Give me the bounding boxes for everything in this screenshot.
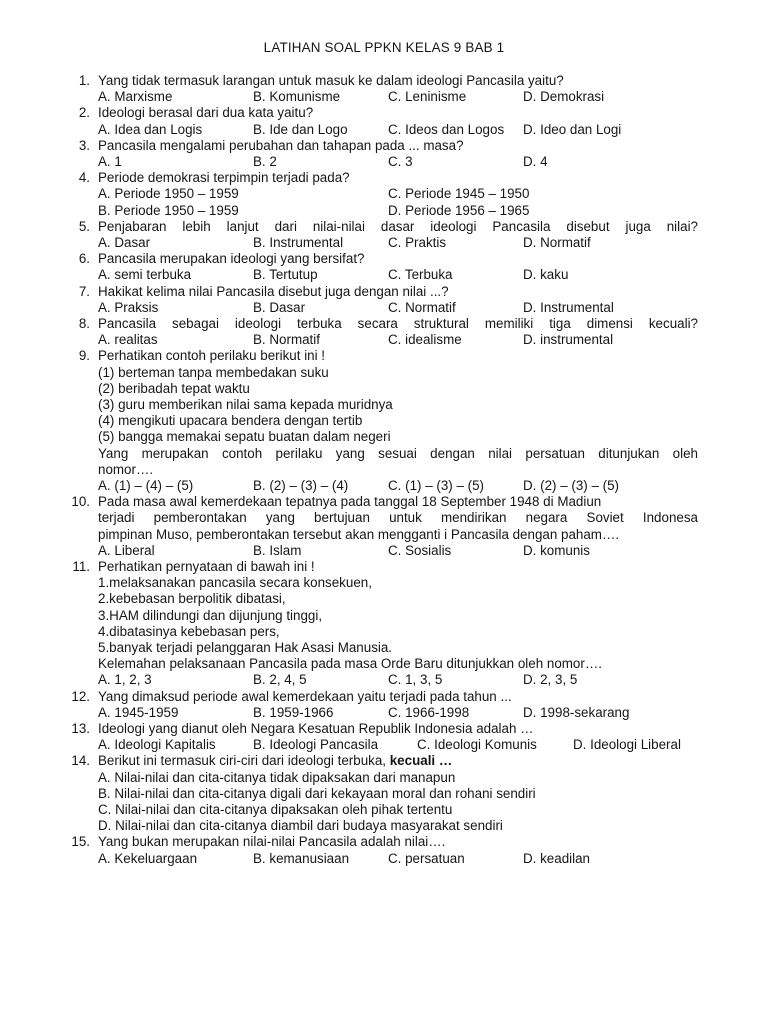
answer-option[interactable]: C. 1966-1998	[388, 704, 470, 720]
answer-option[interactable]: B. Ide dan Logo	[253, 121, 348, 137]
option-row	[98, 267, 698, 283]
answer-option[interactable]: D. Instrumental	[523, 299, 614, 315]
statement-line: C. Nilai-nilai dan cita-citanya dipaksakan oleh pihak tertentu	[98, 801, 453, 817]
question-text: Ideologi yang dianut oleh Negara Kesatuan Republik Indonesia adalah …	[98, 720, 534, 736]
answer-option[interactable]: C. idealisme	[388, 332, 462, 348]
answer-option[interactable]: D. keadilan	[523, 850, 590, 866]
question-prompt: Kelemahan pelaksanaan Pancasila pada masa Orde Baru ditunjukkan oleh nomor….	[98, 656, 602, 672]
answer-option[interactable]: A. Liberal	[98, 542, 155, 558]
question-item	[0, 73, 698, 105]
question-number: 5.	[78, 218, 90, 234]
answer-option[interactable]: C. Normatif	[388, 299, 456, 315]
answer-option[interactable]: B. Islam	[253, 542, 302, 558]
answer-option[interactable]: B. kemanusiaan	[253, 850, 350, 866]
answer-option[interactable]: D. Periode 1956 – 1965	[388, 202, 530, 218]
question-number: 4.	[78, 170, 90, 186]
answer-option[interactable]: B. Instrumental	[253, 234, 344, 250]
option-row	[98, 186, 698, 202]
question-prompt: Yang merupakan contoh perilaku yang sesuai dengan nilai persatuan ditunjukan oleh	[98, 445, 698, 461]
question-list	[0, 73, 768, 867]
question-number: 8.	[78, 315, 90, 331]
statement-line: 2.kebebasan berpolitik dibatasi,	[98, 591, 286, 607]
answer-option[interactable]: C. Periode 1945 – 1950	[388, 186, 530, 202]
answer-option[interactable]: B. Periode 1950 – 1959	[98, 202, 239, 218]
question-text: Pancasila mengalami perubahan dan tahapan pada ... masa?	[98, 137, 464, 153]
answer-option[interactable]: A. realitas	[98, 332, 158, 348]
answer-option[interactable]: C. Leninisme	[388, 89, 467, 105]
question-emphasis: kecuali …	[389, 753, 453, 769]
question-item	[0, 559, 698, 689]
option-row	[98, 300, 698, 316]
question-number: 7.	[78, 283, 90, 299]
answer-option[interactable]: A. Idea dan Logis	[98, 121, 203, 137]
question-text: Yang dimaksud periode awal kemerdekaan yaitu terjadi pada tahun ...	[98, 688, 512, 704]
option-row	[98, 154, 698, 170]
answer-option[interactable]: A. Periode 1950 – 1959	[98, 186, 239, 202]
answer-option[interactable]: C. Ideos dan Logos	[388, 121, 505, 137]
option-row	[98, 203, 698, 219]
answer-option[interactable]: B. 2, 4, 5	[253, 672, 307, 688]
question-text-line: terjadi pemberontakan yang bertujuan untuk mendirikan negara Soviet Indonesa	[98, 510, 698, 526]
answer-option[interactable]: C. 3	[388, 153, 413, 169]
answer-option[interactable]: A. 1, 2, 3	[98, 672, 152, 688]
question-number: 10.	[71, 494, 90, 510]
question-item	[0, 316, 698, 348]
statement-line: (5) bangga memakai sepatu buatan dalam negeri	[98, 429, 391, 445]
question-text: Berikut ini termasuk ciri-ciri dari ideologi terbuka, kecuali …	[98, 753, 453, 769]
question-number: 14.	[71, 753, 90, 769]
question-item	[0, 170, 698, 219]
question-text: Pancasila sebagai ideologi terbuka secara struktural memiliki tiga dimensi kecuali?	[98, 315, 698, 331]
answer-option[interactable]: A. 1945-1959	[98, 704, 179, 720]
question-item	[0, 689, 698, 721]
question-item	[0, 105, 698, 137]
answer-option[interactable]: D. 4	[523, 153, 548, 169]
page-title: LATIHAN SOAL PPKN KELAS 9 BAB 1	[263, 40, 505, 55]
question-number: 9.	[78, 348, 90, 364]
question-item	[0, 251, 698, 283]
question-item	[0, 753, 698, 834]
question-item	[0, 721, 698, 753]
statement-line: (2) beribadah tepat waktu	[98, 380, 250, 396]
answer-option[interactable]: D. (2) – (3) – (5)	[523, 477, 619, 493]
statement-line: (1) berteman tanpa membedakan suku	[98, 364, 329, 380]
answer-option[interactable]: C. 1, 3, 5	[388, 672, 443, 688]
question-number: 15.	[71, 834, 90, 850]
answer-option[interactable]: D. 1998-sekarang	[523, 704, 630, 720]
statement-line: 3.HAM dilindungi dan dijunjung tinggi,	[98, 607, 323, 623]
statement-line: 4.dibatasinya kebebasan pers,	[98, 623, 280, 639]
statement-line: A. Nilai-nilai dan cita-citanya tidak dipaksakan dari manapun	[98, 769, 456, 785]
answer-option[interactable]: B. Normatif	[253, 332, 320, 348]
question-text: Pada masa awal kemerdekaan tepatnya pada tanggal 18 September 1948 di Madiun	[98, 494, 602, 510]
question-number: 3.	[78, 137, 90, 153]
option-row	[98, 737, 698, 753]
question-prompt-line: nomor….	[98, 461, 154, 477]
question-text: Perhatikan contoh perilaku berikut ini !	[98, 348, 326, 364]
answer-option[interactable]: C. Praktis	[388, 234, 447, 250]
answer-option[interactable]: B. 2	[253, 153, 277, 169]
option-row	[98, 543, 698, 559]
answer-option[interactable]: C. (1) – (3) – (5)	[388, 477, 484, 493]
question-item	[0, 834, 698, 866]
answer-option[interactable]: D. instrumental	[523, 332, 614, 348]
answer-option[interactable]: B. Ideologi Pancasila	[253, 737, 379, 753]
option-row	[98, 705, 698, 721]
question-text: Periode demokrasi terpimpin terjadi pada?	[98, 170, 350, 186]
statement-line: D. Nilai-nilai dan cita-citanya diambil dari budaya masyarakat sendiri	[98, 818, 503, 834]
question-number: 2.	[78, 105, 90, 121]
question-text: Perhatikan pernyataan di bawah ini !	[98, 558, 315, 574]
option-row	[98, 89, 698, 105]
question-item	[0, 219, 698, 251]
answer-option[interactable]: C. Terbuka	[388, 267, 453, 283]
answer-option[interactable]: A. semi terbuka	[98, 267, 192, 283]
statement-line: (4) mengikuti upacara bendera dengan tertib	[98, 413, 363, 429]
answer-option[interactable]: A. Ideologi Kapitalis	[98, 737, 216, 753]
answer-option[interactable]: B. Komunisme	[253, 89, 341, 105]
option-row	[98, 332, 698, 348]
question-number: 1.	[78, 73, 90, 88]
question-text: Ideologi berasal dari dua kata yaitu?	[98, 105, 314, 121]
option-row	[98, 478, 698, 494]
answer-option[interactable]: B. Tertutup	[253, 267, 318, 283]
answer-option[interactable]: D. 2, 3, 5	[523, 672, 578, 688]
statement-line: B. Nilai-nilai dan cita-citanya digali dari kekayaan moral dan rohani sendiri	[98, 785, 536, 801]
question-text: Pancasila merupakan ideologi yang bersifat?	[98, 251, 365, 267]
statement-line: 5.banyak terjadi pelanggaran Hak Asasi Manusia.	[98, 639, 393, 655]
answer-option[interactable]: D. Normatif	[523, 234, 591, 250]
question-text: Penjabaran lebih lanjut dari nilai-nilai dasar ideologi Pancasila disebut juga nilai?	[98, 218, 698, 234]
option-row	[98, 235, 698, 251]
answer-option[interactable]: D. Ideo dan Logi	[523, 121, 622, 137]
answer-option[interactable]: D. Ideologi Liberal	[573, 737, 681, 753]
question-item	[0, 284, 698, 316]
answer-option[interactable]: A. Praksis	[98, 299, 159, 315]
answer-option[interactable]: C. Sosialis	[388, 542, 452, 558]
answer-option[interactable]: A. Kekeluargaan	[98, 850, 198, 866]
answer-option[interactable]: D. komunis	[523, 542, 590, 558]
answer-option[interactable]: A. (1) – (4) – (5)	[98, 477, 194, 493]
question-number: 6.	[78, 251, 90, 267]
question-number: 11.	[72, 558, 90, 574]
answer-option[interactable]: A. Dasar	[98, 234, 151, 250]
option-row	[98, 851, 698, 867]
option-row	[98, 122, 698, 138]
answer-option[interactable]: B. Dasar	[253, 299, 306, 315]
statement-line: (3) guru memberikan nilai sama kepada muridnya	[98, 396, 393, 412]
question-text: Hakikat kelima nilai Pancasila disebut juga dengan nilai ...?	[98, 283, 449, 299]
answer-option[interactable]: C. Ideologi Komunis	[417, 737, 537, 753]
question-text: Yang bukan merupakan nilai-nilai Pancasila adalah nilai….	[98, 834, 446, 850]
answer-option[interactable]: D. kaku	[523, 267, 569, 283]
answer-option[interactable]: A. Marxisme	[98, 89, 173, 105]
answer-option[interactable]: D. Demokrasi	[523, 89, 605, 105]
answer-option[interactable]: B. 1959-1966	[253, 704, 334, 720]
statement-line: 1.melaksanakan pancasila secara konsekuen,	[98, 575, 372, 591]
answer-option[interactable]: A. 1	[98, 153, 122, 169]
answer-option[interactable]: C. persatuan	[388, 850, 465, 866]
question-text-line: pimpinan Muso, pemberontakan tersebut akan mengganti i Pancasila dengan paham….	[98, 526, 620, 542]
answer-option[interactable]: B. (2) – (3) – (4)	[253, 477, 349, 493]
question-item	[0, 494, 698, 559]
question-number: 13.	[71, 720, 90, 736]
question-item	[0, 348, 698, 494]
question-item	[0, 138, 698, 170]
option-row	[98, 672, 698, 688]
question-text: Yang tidak termasuk larangan untuk masuk ke dalam ideologi Pancasila yaitu?	[98, 73, 564, 88]
question-number: 12.	[71, 688, 90, 704]
